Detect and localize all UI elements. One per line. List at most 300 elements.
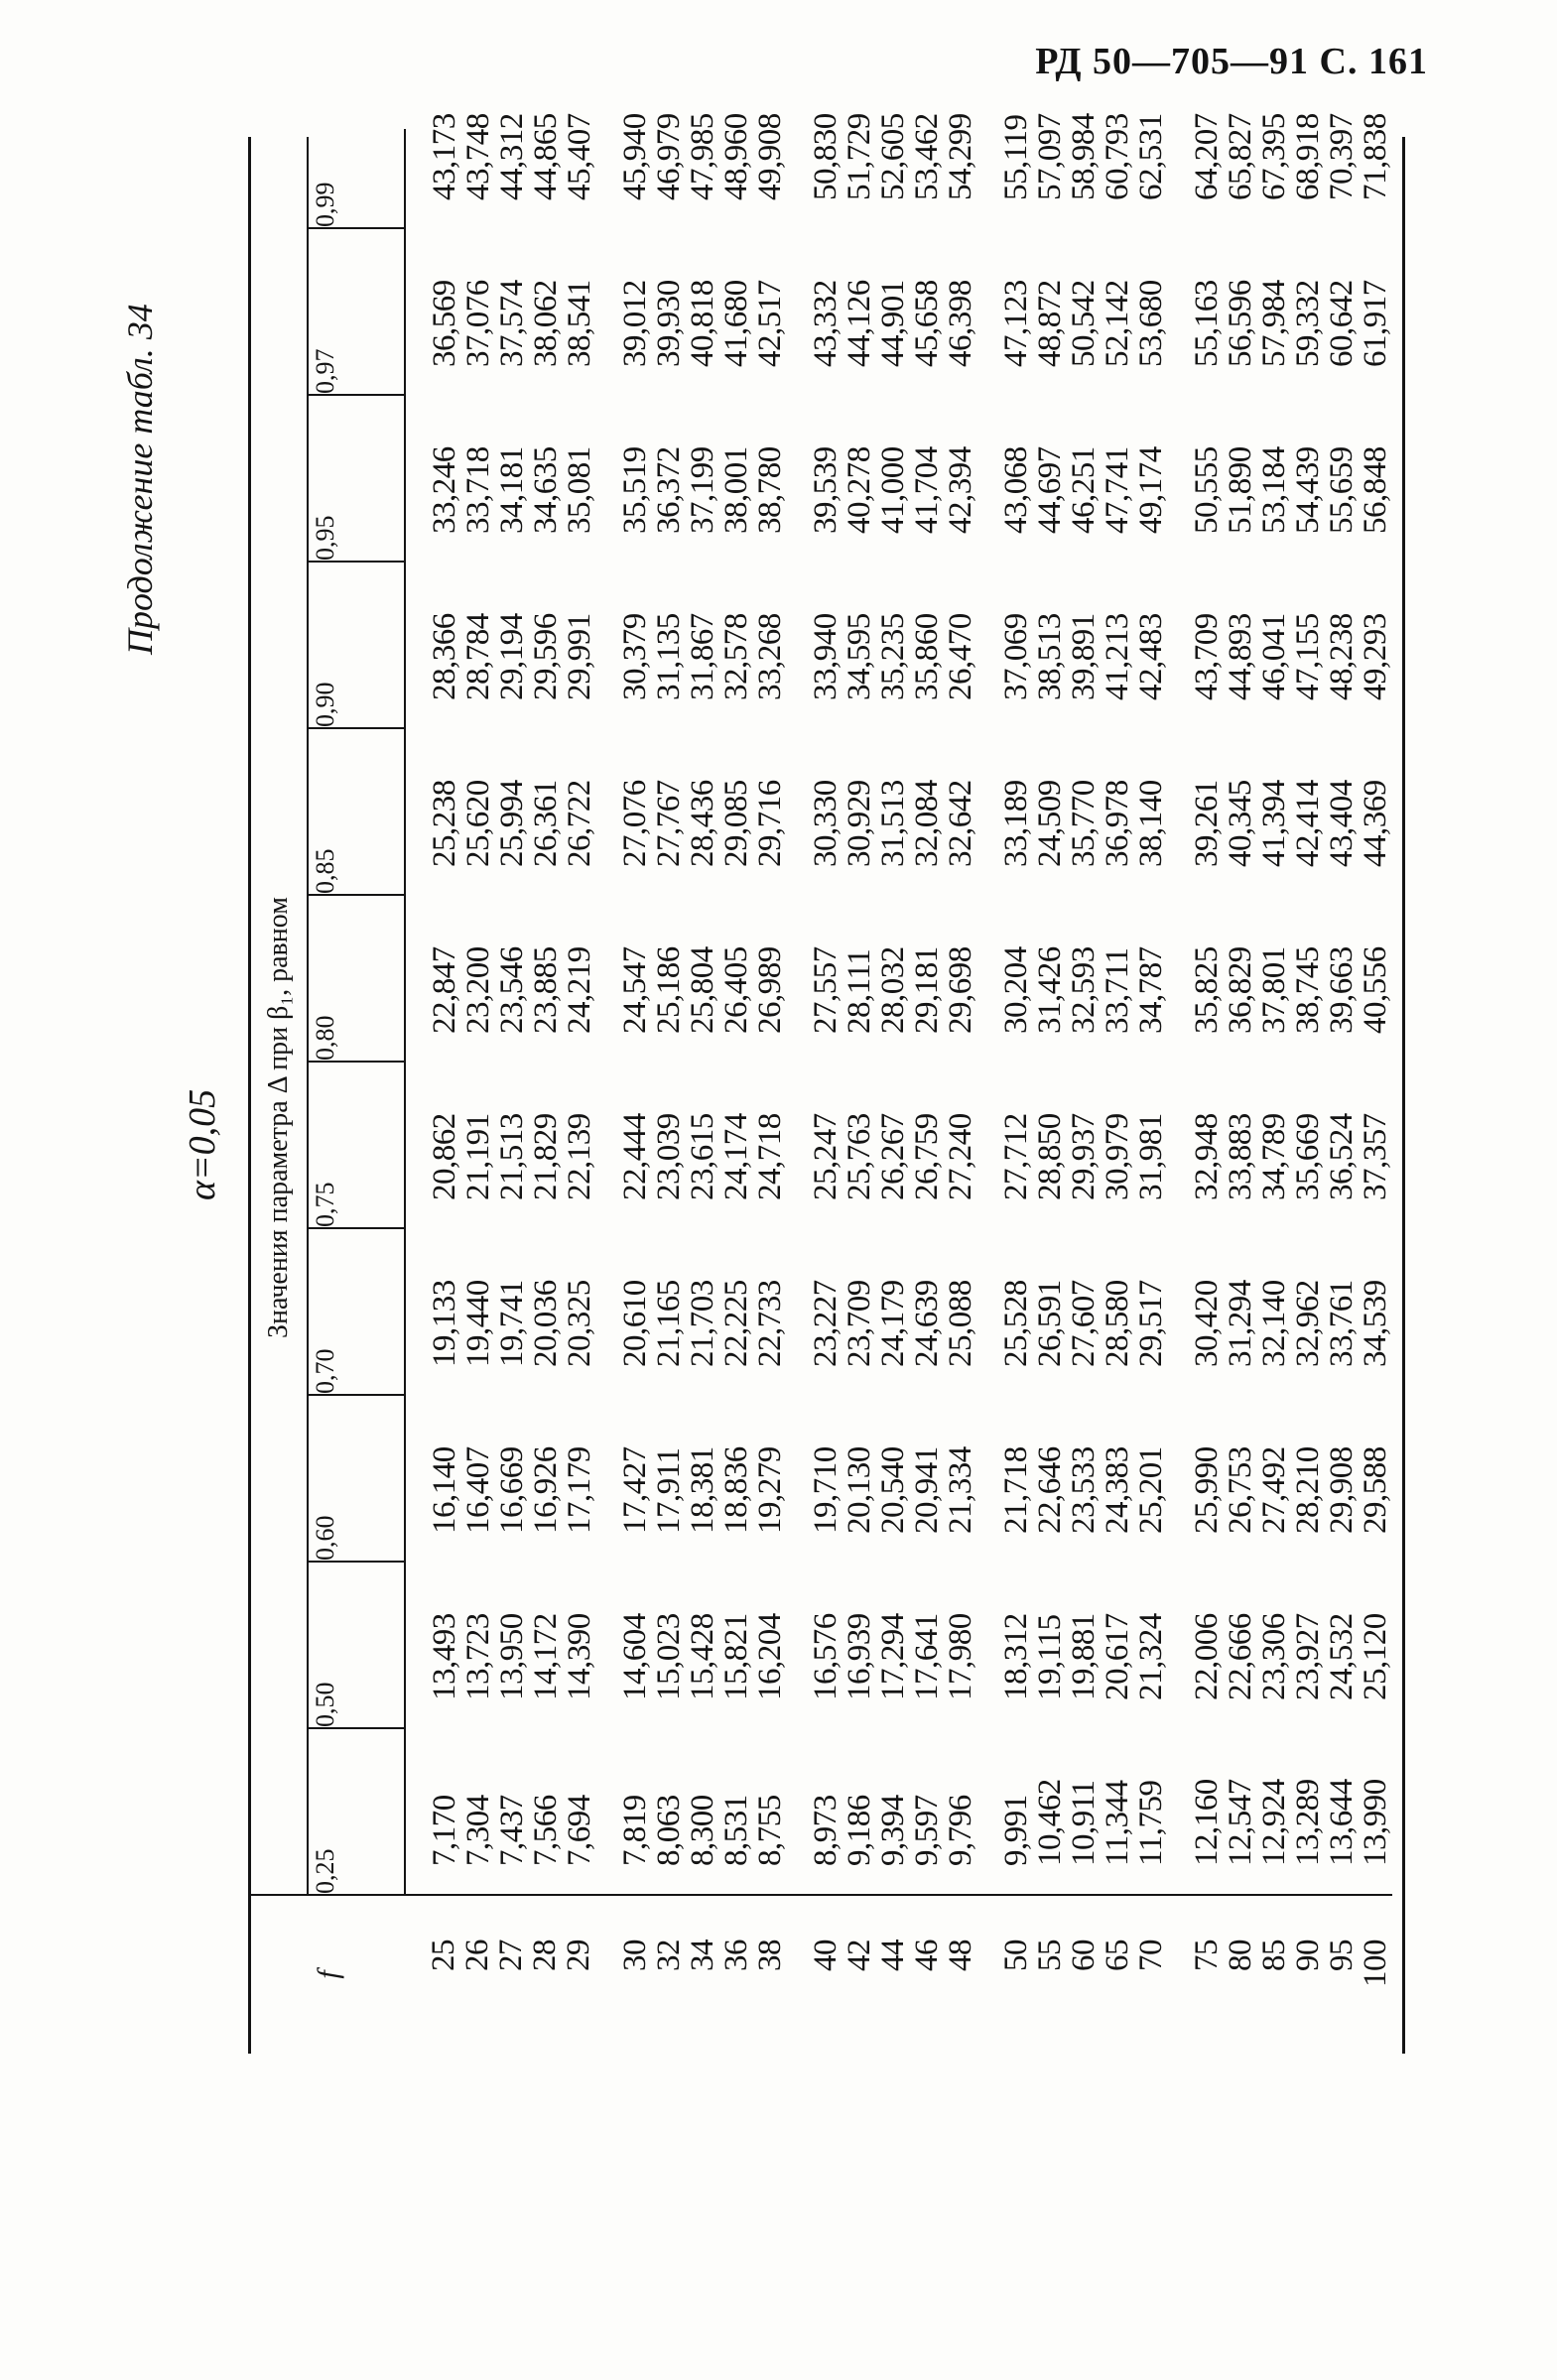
delta-values-cell <box>787 1228 977 1395</box>
delta-values-cell <box>405 1728 596 1895</box>
delta-value: 24,179 <box>875 1280 911 1367</box>
f-value: 34 <box>685 1940 720 1971</box>
f-value: 29 <box>561 1940 596 1971</box>
delta-value: 39,930 <box>651 280 687 367</box>
delta-value: 25,763 <box>842 1113 877 1200</box>
delta-value: 9,394 <box>875 1795 911 1866</box>
delta-value: 13,289 <box>1290 1779 1326 1866</box>
delta-value: 20,130 <box>842 1446 877 1534</box>
delta-value: 20,325 <box>562 1280 597 1367</box>
delta-values-cell <box>1168 228 1392 395</box>
delta-values-cell <box>787 395 977 562</box>
delta-value: 17,294 <box>875 1613 911 1700</box>
delta-value: 16,576 <box>808 1613 843 1700</box>
delta-value: 34,181 <box>494 446 530 534</box>
row-group <box>596 113 788 2054</box>
delta-value: 46,041 <box>1256 613 1292 700</box>
delta-value: 41,704 <box>909 446 945 534</box>
f-value: 26 <box>459 1940 495 1971</box>
delta-values-cell <box>405 1562 596 1728</box>
delta-value: 45,658 <box>909 280 945 367</box>
delta-value: 28,580 <box>1100 1280 1135 1367</box>
delta-value: 23,709 <box>842 1280 877 1367</box>
delta-values-cell <box>977 1228 1168 1395</box>
delta-value: 59,332 <box>1290 280 1326 367</box>
delta-value: 19,710 <box>808 1446 843 1534</box>
delta-value: 43,404 <box>1324 780 1360 867</box>
delta-values-cell <box>787 1395 977 1562</box>
alpha-label: α=0,05 <box>182 1088 223 1200</box>
delta-value: 64,207 <box>1189 113 1225 200</box>
delta-values-cell <box>1168 1728 1392 1895</box>
delta-value: 43,709 <box>1189 613 1225 700</box>
delta-value: 24,547 <box>617 946 653 1034</box>
delta-values-cell <box>405 1395 596 1562</box>
delta-value: 36,524 <box>1324 1113 1360 1200</box>
f-value: 30 <box>617 1940 653 1971</box>
delta-values-cell <box>1168 1562 1392 1728</box>
delta-value: 28,032 <box>875 946 911 1034</box>
delta-value: 30,979 <box>1100 1113 1135 1200</box>
column-header-beta: 0,99 <box>308 129 405 228</box>
f-value: 27 <box>493 1940 529 1971</box>
delta-value: 40,278 <box>842 446 877 534</box>
table-caption: Продолжение табл. 34 <box>120 304 160 655</box>
delta-value: 18,836 <box>718 1446 754 1534</box>
delta-value: 16,669 <box>494 1446 530 1534</box>
delta-values-cell <box>596 1728 787 1895</box>
delta-value: 31,867 <box>685 613 720 700</box>
delta-value: 23,927 <box>1290 1613 1326 1700</box>
delta-value: 28,210 <box>1290 1446 1326 1534</box>
delta-value: 26,722 <box>562 780 597 867</box>
delta-value: 29,194 <box>494 613 530 700</box>
delta-value: 44,126 <box>842 280 877 367</box>
delta-value: 21,324 <box>1133 1613 1169 1700</box>
delta-value: 33,711 <box>1100 947 1135 1034</box>
delta-value: 32,962 <box>1290 1280 1326 1367</box>
delta-value: 29,085 <box>718 780 754 867</box>
delta-value: 25,120 <box>1358 1613 1393 1700</box>
delta-value: 25,990 <box>1189 1446 1225 1534</box>
delta-value: 19,881 <box>1066 1613 1102 1700</box>
delta-value: 30,929 <box>842 780 877 867</box>
delta-value: 12,160 <box>1189 1779 1225 1866</box>
delta-value: 34,787 <box>1133 946 1169 1034</box>
delta-value: 26,759 <box>909 1113 945 1200</box>
delta-value: 40,556 <box>1358 946 1393 1034</box>
delta-value: 44,369 <box>1358 780 1393 867</box>
delta-value: 31,135 <box>651 613 687 700</box>
delta-values-cell <box>596 1228 787 1395</box>
delta-values-cell <box>1168 1228 1392 1395</box>
delta-values-cell <box>977 1062 1168 1228</box>
delta-value: 16,926 <box>528 1446 564 1534</box>
delta-value: 36,372 <box>651 446 687 534</box>
delta-value: 22,225 <box>718 1280 754 1367</box>
delta-value: 35,825 <box>1189 946 1225 1034</box>
table-row <box>977 129 1168 2054</box>
delta-value: 29,517 <box>1133 1280 1169 1367</box>
delta-value: 33,761 <box>1324 1280 1360 1367</box>
delta-values-cell <box>787 1062 977 1228</box>
f-value: 70 <box>1133 1940 1169 1971</box>
delta-value: 35,669 <box>1290 1113 1326 1200</box>
delta-value: 31,981 <box>1133 1113 1169 1200</box>
delta-value: 17,427 <box>617 1446 653 1534</box>
delta-values-cell <box>787 228 977 395</box>
delta-value: 9,597 <box>909 1795 945 1866</box>
bottom-rule <box>1392 137 1404 2054</box>
delta-value: 13,644 <box>1324 1779 1360 1866</box>
f-value: 50 <box>998 1940 1034 1971</box>
delta-values-cell <box>596 562 787 728</box>
delta-value: 7,437 <box>494 1795 530 1866</box>
delta-value: 23,615 <box>685 1113 720 1200</box>
delta-value: 55,163 <box>1189 280 1225 367</box>
delta-value: 25,201 <box>1133 1446 1169 1534</box>
delta-value: 35,770 <box>1066 780 1102 867</box>
delta-value: 19,133 <box>427 1280 462 1367</box>
delta-value: 13,493 <box>427 1613 462 1700</box>
delta-value: 21,334 <box>943 1446 978 1534</box>
delta-value: 33,718 <box>460 446 496 534</box>
delta-value: 31,294 <box>1223 1280 1258 1367</box>
f-values-cell <box>596 1895 787 2054</box>
delta-value: 47,985 <box>685 113 720 200</box>
delta-value: 38,780 <box>752 446 788 534</box>
delta-value: 24,718 <box>752 1113 788 1200</box>
delta-value: 20,540 <box>875 1446 911 1534</box>
delta-value: 60,793 <box>1100 113 1135 200</box>
delta-value: 55,659 <box>1324 446 1360 534</box>
delta-value: 53,184 <box>1256 446 1292 534</box>
f-value: 44 <box>875 1940 911 1971</box>
delta-value: 65,827 <box>1223 113 1258 200</box>
delta-value: 54,299 <box>943 113 978 200</box>
delta-values-cell <box>787 113 978 228</box>
delta-values-cell <box>1168 562 1392 728</box>
delta-value: 61,917 <box>1358 280 1393 367</box>
delta-values-cell <box>977 1562 1168 1728</box>
group-title: Значения параметра Δ при β₁, равном <box>250 137 309 1895</box>
delta-values-cell <box>596 1562 787 1728</box>
delta-value: 15,821 <box>718 1613 754 1700</box>
delta-value: 52,605 <box>875 113 911 200</box>
delta-value: 22,646 <box>1032 1446 1068 1534</box>
delta-value: 29,588 <box>1358 1446 1393 1534</box>
delta-value: 14,172 <box>528 1613 564 1700</box>
delta-value: 22,733 <box>752 1280 788 1367</box>
delta-value: 26,591 <box>1032 1280 1068 1367</box>
delta-value: 26,989 <box>752 946 788 1034</box>
delta-values-cell <box>405 1228 596 1395</box>
delta-values-cell <box>405 1062 596 1228</box>
delta-value: 38,745 <box>1290 946 1326 1034</box>
delta-value: 29,908 <box>1324 1446 1360 1534</box>
delta-value: 37,357 <box>1358 1113 1393 1200</box>
delta-value: 50,555 <box>1189 446 1225 534</box>
delta-value: 47,741 <box>1100 446 1135 534</box>
delta-value: 25,186 <box>651 946 687 1034</box>
delta-value: 37,801 <box>1256 946 1292 1034</box>
column-header-beta: 0,25 <box>308 1728 405 1895</box>
delta-value: 45,940 <box>617 113 653 200</box>
delta-value: 34,635 <box>528 446 564 534</box>
delta-value: 25,247 <box>808 1113 843 1200</box>
delta-value: 45,407 <box>562 113 597 200</box>
delta-value: 21,829 <box>528 1113 564 1200</box>
delta-values-cell <box>1168 1062 1392 1228</box>
delta-value: 20,941 <box>909 1446 945 1534</box>
delta-value: 40,345 <box>1223 780 1258 867</box>
delta-values-cell <box>787 1728 977 1895</box>
delta-value: 22,444 <box>617 1113 653 1200</box>
delta-value: 19,440 <box>460 1280 496 1367</box>
delta-value: 23,039 <box>651 1113 687 1200</box>
column-header-beta: 0,90 <box>308 562 405 728</box>
delta-values-cell <box>596 895 787 1062</box>
delta-value: 16,140 <box>427 1446 462 1534</box>
delta-value: 33,246 <box>427 446 462 534</box>
delta-value: 20,036 <box>528 1280 564 1367</box>
delta-value: 46,251 <box>1066 446 1102 534</box>
delta-value: 35,860 <box>909 613 945 700</box>
delta-value: 33,189 <box>998 780 1034 867</box>
delta-value: 15,023 <box>651 1613 687 1700</box>
delta-value: 21,165 <box>651 1280 687 1367</box>
delta-value: 29,181 <box>909 946 945 1034</box>
f-value: 65 <box>1100 1940 1135 1971</box>
delta-value: 20,610 <box>617 1280 653 1367</box>
delta-value: 67,395 <box>1256 113 1292 200</box>
delta-value: 7,566 <box>528 1795 564 1866</box>
delta-values-cell <box>405 395 596 562</box>
delta-values-cell <box>787 1562 977 1728</box>
rotated-table-area <box>109 113 1459 2054</box>
delta-value: 29,596 <box>528 613 564 700</box>
delta-value: 22,006 <box>1189 1613 1225 1700</box>
delta-value: 35,235 <box>875 613 911 700</box>
delta-value: 22,666 <box>1223 1613 1258 1700</box>
delta-value: 48,872 <box>1032 280 1068 367</box>
delta-value: 17,641 <box>909 1613 945 1700</box>
f-value: 28 <box>527 1940 563 1971</box>
delta-value: 44,312 <box>494 113 530 200</box>
delta-values-cell <box>977 562 1168 728</box>
f-values-cell <box>787 1895 977 2054</box>
delta-value: 48,238 <box>1324 613 1360 700</box>
delta-value: 11,759 <box>1133 1780 1169 1866</box>
delta-value: 32,593 <box>1066 946 1102 1034</box>
delta-value: 42,394 <box>943 446 978 534</box>
delta-value: 25,620 <box>460 780 496 867</box>
delta-value: 26,753 <box>1223 1446 1258 1534</box>
delta-value: 27,767 <box>651 780 687 867</box>
delta-values-cell <box>405 562 596 728</box>
delta-value: 44,893 <box>1223 613 1258 700</box>
delta-value: 44,901 <box>875 280 911 367</box>
delta-value: 57,097 <box>1032 113 1068 200</box>
delta-value: 16,407 <box>460 1446 496 1534</box>
delta-value: 70,397 <box>1324 113 1360 200</box>
delta-value: 49,293 <box>1358 613 1393 700</box>
page-header: РД 50—705—91 С. 161 <box>1035 41 1428 82</box>
delta-value: 46,398 <box>943 280 978 367</box>
data-table <box>248 113 1405 2054</box>
delta-values-cell <box>977 728 1168 895</box>
delta-value: 31,513 <box>875 780 911 867</box>
delta-value: 8,973 <box>808 1795 843 1866</box>
f-value: 40 <box>808 1940 843 1971</box>
delta-value: 38,513 <box>1032 613 1068 700</box>
delta-value: 24,174 <box>718 1113 754 1200</box>
delta-value: 29,937 <box>1066 1113 1102 1200</box>
f-value: 90 <box>1290 1940 1326 1971</box>
delta-value: 32,140 <box>1256 1280 1292 1367</box>
delta-value: 39,663 <box>1324 946 1360 1034</box>
delta-value: 30,330 <box>808 780 843 867</box>
delta-value: 56,848 <box>1358 446 1393 534</box>
delta-value: 23,885 <box>528 946 564 1034</box>
f-value: 95 <box>1324 1940 1360 1971</box>
delta-value: 31,426 <box>1032 946 1068 1034</box>
delta-value: 30,204 <box>998 946 1034 1034</box>
delta-value: 43,748 <box>460 113 496 200</box>
column-header-beta: 0,60 <box>308 1395 405 1562</box>
delta-value: 34,539 <box>1358 1280 1393 1367</box>
f-values-cell <box>1168 1895 1392 2054</box>
delta-value: 10,462 <box>1032 1779 1068 1866</box>
delta-value: 13,950 <box>494 1613 530 1700</box>
delta-value: 42,483 <box>1133 613 1169 700</box>
delta-value: 47,123 <box>998 280 1034 367</box>
delta-values-cell <box>977 895 1168 1062</box>
delta-value: 39,539 <box>808 446 843 534</box>
delta-value: 32,578 <box>718 613 754 700</box>
delta-values-cell <box>787 562 977 728</box>
f-value: 55 <box>1032 1940 1068 1971</box>
delta-value: 30,420 <box>1189 1280 1225 1367</box>
delta-values-cell <box>405 228 596 395</box>
delta-values-cell <box>1168 1395 1392 1562</box>
f-value: 60 <box>1066 1940 1102 1971</box>
delta-value: 51,729 <box>842 113 877 200</box>
delta-value: 26,405 <box>718 946 754 1034</box>
delta-value: 16,939 <box>842 1613 877 1700</box>
delta-value: 20,617 <box>1100 1613 1135 1700</box>
delta-value: 32,084 <box>909 780 945 867</box>
delta-value: 33,268 <box>752 613 788 700</box>
delta-value: 29,716 <box>752 780 788 867</box>
delta-values-cell <box>1168 728 1392 895</box>
f-value: 46 <box>909 1940 945 1971</box>
delta-value: 38,140 <box>1133 780 1169 867</box>
delta-value: 47,155 <box>1290 613 1326 700</box>
delta-value: 10,911 <box>1066 1780 1102 1866</box>
delta-value: 19,115 <box>1032 1614 1068 1700</box>
row-group <box>787 113 978 2054</box>
delta-value: 16,204 <box>752 1613 788 1700</box>
column-header-row <box>308 129 405 2054</box>
delta-value: 28,111 <box>842 948 877 1034</box>
delta-value: 43,332 <box>808 280 843 367</box>
delta-value: 26,470 <box>943 613 978 700</box>
row-group <box>405 113 597 2054</box>
delta-value: 21,703 <box>685 1280 720 1367</box>
delta-values-cell <box>596 228 787 395</box>
table-row <box>596 129 787 2054</box>
delta-values-cell <box>596 1395 787 1562</box>
delta-value: 28,784 <box>460 613 496 700</box>
delta-value: 29,698 <box>943 946 978 1034</box>
delta-value: 50,542 <box>1066 280 1102 367</box>
delta-values-cell <box>596 395 787 562</box>
delta-value: 26,267 <box>875 1113 911 1200</box>
delta-values-cell <box>596 728 787 895</box>
delta-value: 50,830 <box>808 113 843 200</box>
delta-value: 27,240 <box>943 1113 978 1200</box>
delta-value: 43,173 <box>427 113 462 200</box>
delta-value: 24,532 <box>1324 1613 1360 1700</box>
delta-value: 37,199 <box>685 446 720 534</box>
delta-value: 34,789 <box>1256 1113 1292 1200</box>
delta-values-cell <box>977 395 1168 562</box>
delta-value: 41,394 <box>1256 780 1292 867</box>
delta-value: 13,990 <box>1358 1779 1393 1866</box>
delta-value: 36,978 <box>1100 780 1135 867</box>
delta-value: 17,179 <box>562 1446 597 1534</box>
delta-value: 27,076 <box>617 780 653 867</box>
column-header-beta: 0,85 <box>308 728 405 895</box>
delta-value: 46,979 <box>651 113 687 200</box>
delta-value: 8,531 <box>718 1795 754 1866</box>
delta-value: 21,513 <box>494 1113 530 1200</box>
delta-value: 49,908 <box>752 113 788 200</box>
delta-value: 23,533 <box>1066 1446 1102 1534</box>
delta-values-cell <box>596 113 788 228</box>
delta-value: 9,991 <box>998 1795 1034 1866</box>
delta-value: 24,639 <box>909 1280 945 1367</box>
delta-value: 17,980 <box>943 1613 978 1700</box>
delta-value: 62,531 <box>1133 113 1169 200</box>
f-value: 48 <box>943 1940 978 1971</box>
table-row <box>1168 129 1392 2054</box>
f-value: 42 <box>842 1940 877 1971</box>
delta-value: 68,918 <box>1290 113 1326 200</box>
delta-value: 52,142 <box>1100 280 1135 367</box>
delta-value: 15,428 <box>685 1613 720 1700</box>
column-header-beta: 0,95 <box>308 395 405 562</box>
delta-value: 42,517 <box>752 280 788 367</box>
delta-value: 19,741 <box>494 1280 530 1367</box>
table-row <box>405 129 596 2054</box>
delta-value: 9,796 <box>943 1795 978 1866</box>
delta-value: 24,219 <box>562 946 597 1034</box>
delta-value: 44,865 <box>528 113 564 200</box>
delta-value: 18,381 <box>685 1446 720 1534</box>
delta-value: 41,680 <box>718 280 754 367</box>
table-row <box>787 129 977 2054</box>
f-value: 36 <box>718 1940 754 1971</box>
delta-values-cell <box>977 1395 1168 1562</box>
delta-value: 25,994 <box>494 780 530 867</box>
delta-value: 32,948 <box>1189 1113 1225 1200</box>
delta-value: 20,862 <box>427 1113 462 1200</box>
delta-values-cell <box>977 228 1168 395</box>
delta-value: 25,238 <box>427 780 462 867</box>
f-value: 80 <box>1223 1940 1258 1971</box>
